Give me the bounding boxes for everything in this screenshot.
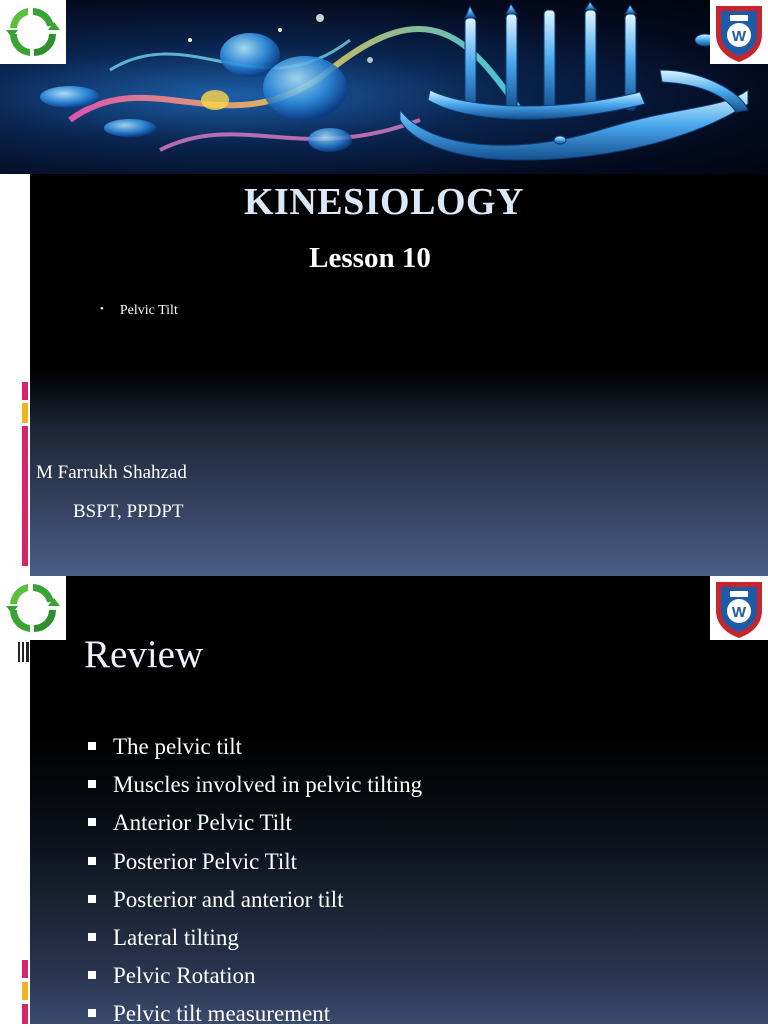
list-item — [88, 804, 422, 842]
list-item-text: Anterior Pelvic Tilt — [113, 810, 292, 836]
square-bullet-icon — [88, 857, 96, 865]
list-item — [88, 766, 422, 804]
shield-crest-icon — [710, 0, 768, 64]
slide-title-heading: KINESIOLOGY — [243, 181, 525, 223]
accent-bar-magenta — [22, 382, 28, 400]
list-item — [88, 881, 422, 919]
recycle-logo-icon — [0, 576, 66, 640]
list-item-text: Posterior and anterior tilt — [113, 886, 344, 912]
topic-bullet — [100, 303, 178, 319]
decor-bar — [26, 642, 29, 662]
accent-bar-magenta-long — [22, 426, 28, 566]
lesson-subtitle: Lesson 10 — [309, 242, 431, 274]
shield-crest-icon — [710, 576, 768, 640]
square-bullet-icon — [88, 780, 96, 788]
square-bullet-icon — [88, 933, 96, 941]
decor-bar — [18, 642, 20, 662]
accent-bar-yellow — [22, 403, 28, 423]
accent-bar-yellow — [22, 982, 28, 1000]
list-item-text: Pelvic Rotation — [113, 963, 256, 989]
list-item — [88, 919, 422, 957]
square-bullet-icon — [88, 895, 96, 903]
square-bullet-icon — [88, 971, 96, 979]
svg-text:W: W — [731, 604, 747, 621]
list-item — [88, 957, 422, 995]
topic-text: Pelvic Tilt — [119, 303, 178, 318]
review-list — [88, 728, 422, 1034]
list-item — [88, 728, 422, 766]
list-item-text: Lateral tilting — [113, 924, 239, 950]
list-item — [88, 843, 422, 881]
accent-bar-magenta-long — [22, 1004, 28, 1024]
square-bullet-icon — [88, 1009, 96, 1017]
author-degree: BSPT, PPDPT — [73, 501, 184, 522]
accent-bar-magenta — [22, 960, 28, 978]
decor-bar — [22, 642, 24, 662]
recycle-logo-icon — [0, 0, 66, 64]
svg-text:W: W — [731, 28, 747, 45]
list-item-text: Muscles involved in pelvic tilting — [113, 772, 423, 798]
square-bullet-icon — [88, 818, 96, 826]
square-bullet-icon — [88, 742, 96, 750]
list-item-text: The pelvic tilt — [113, 734, 243, 759]
list-item — [88, 995, 422, 1033]
author-name: M Farrukh Shahzad — [36, 462, 187, 483]
review-heading: Review — [84, 633, 204, 676]
calligraphy-banner — [0, 0, 768, 174]
list-item-text: Pelvic tilt measurement — [113, 1001, 331, 1027]
list-item-text: Posterior Pelvic Tilt — [113, 848, 298, 874]
banner-artwork — [0, 0, 768, 174]
bullet-dot-icon: • — [100, 303, 104, 315]
